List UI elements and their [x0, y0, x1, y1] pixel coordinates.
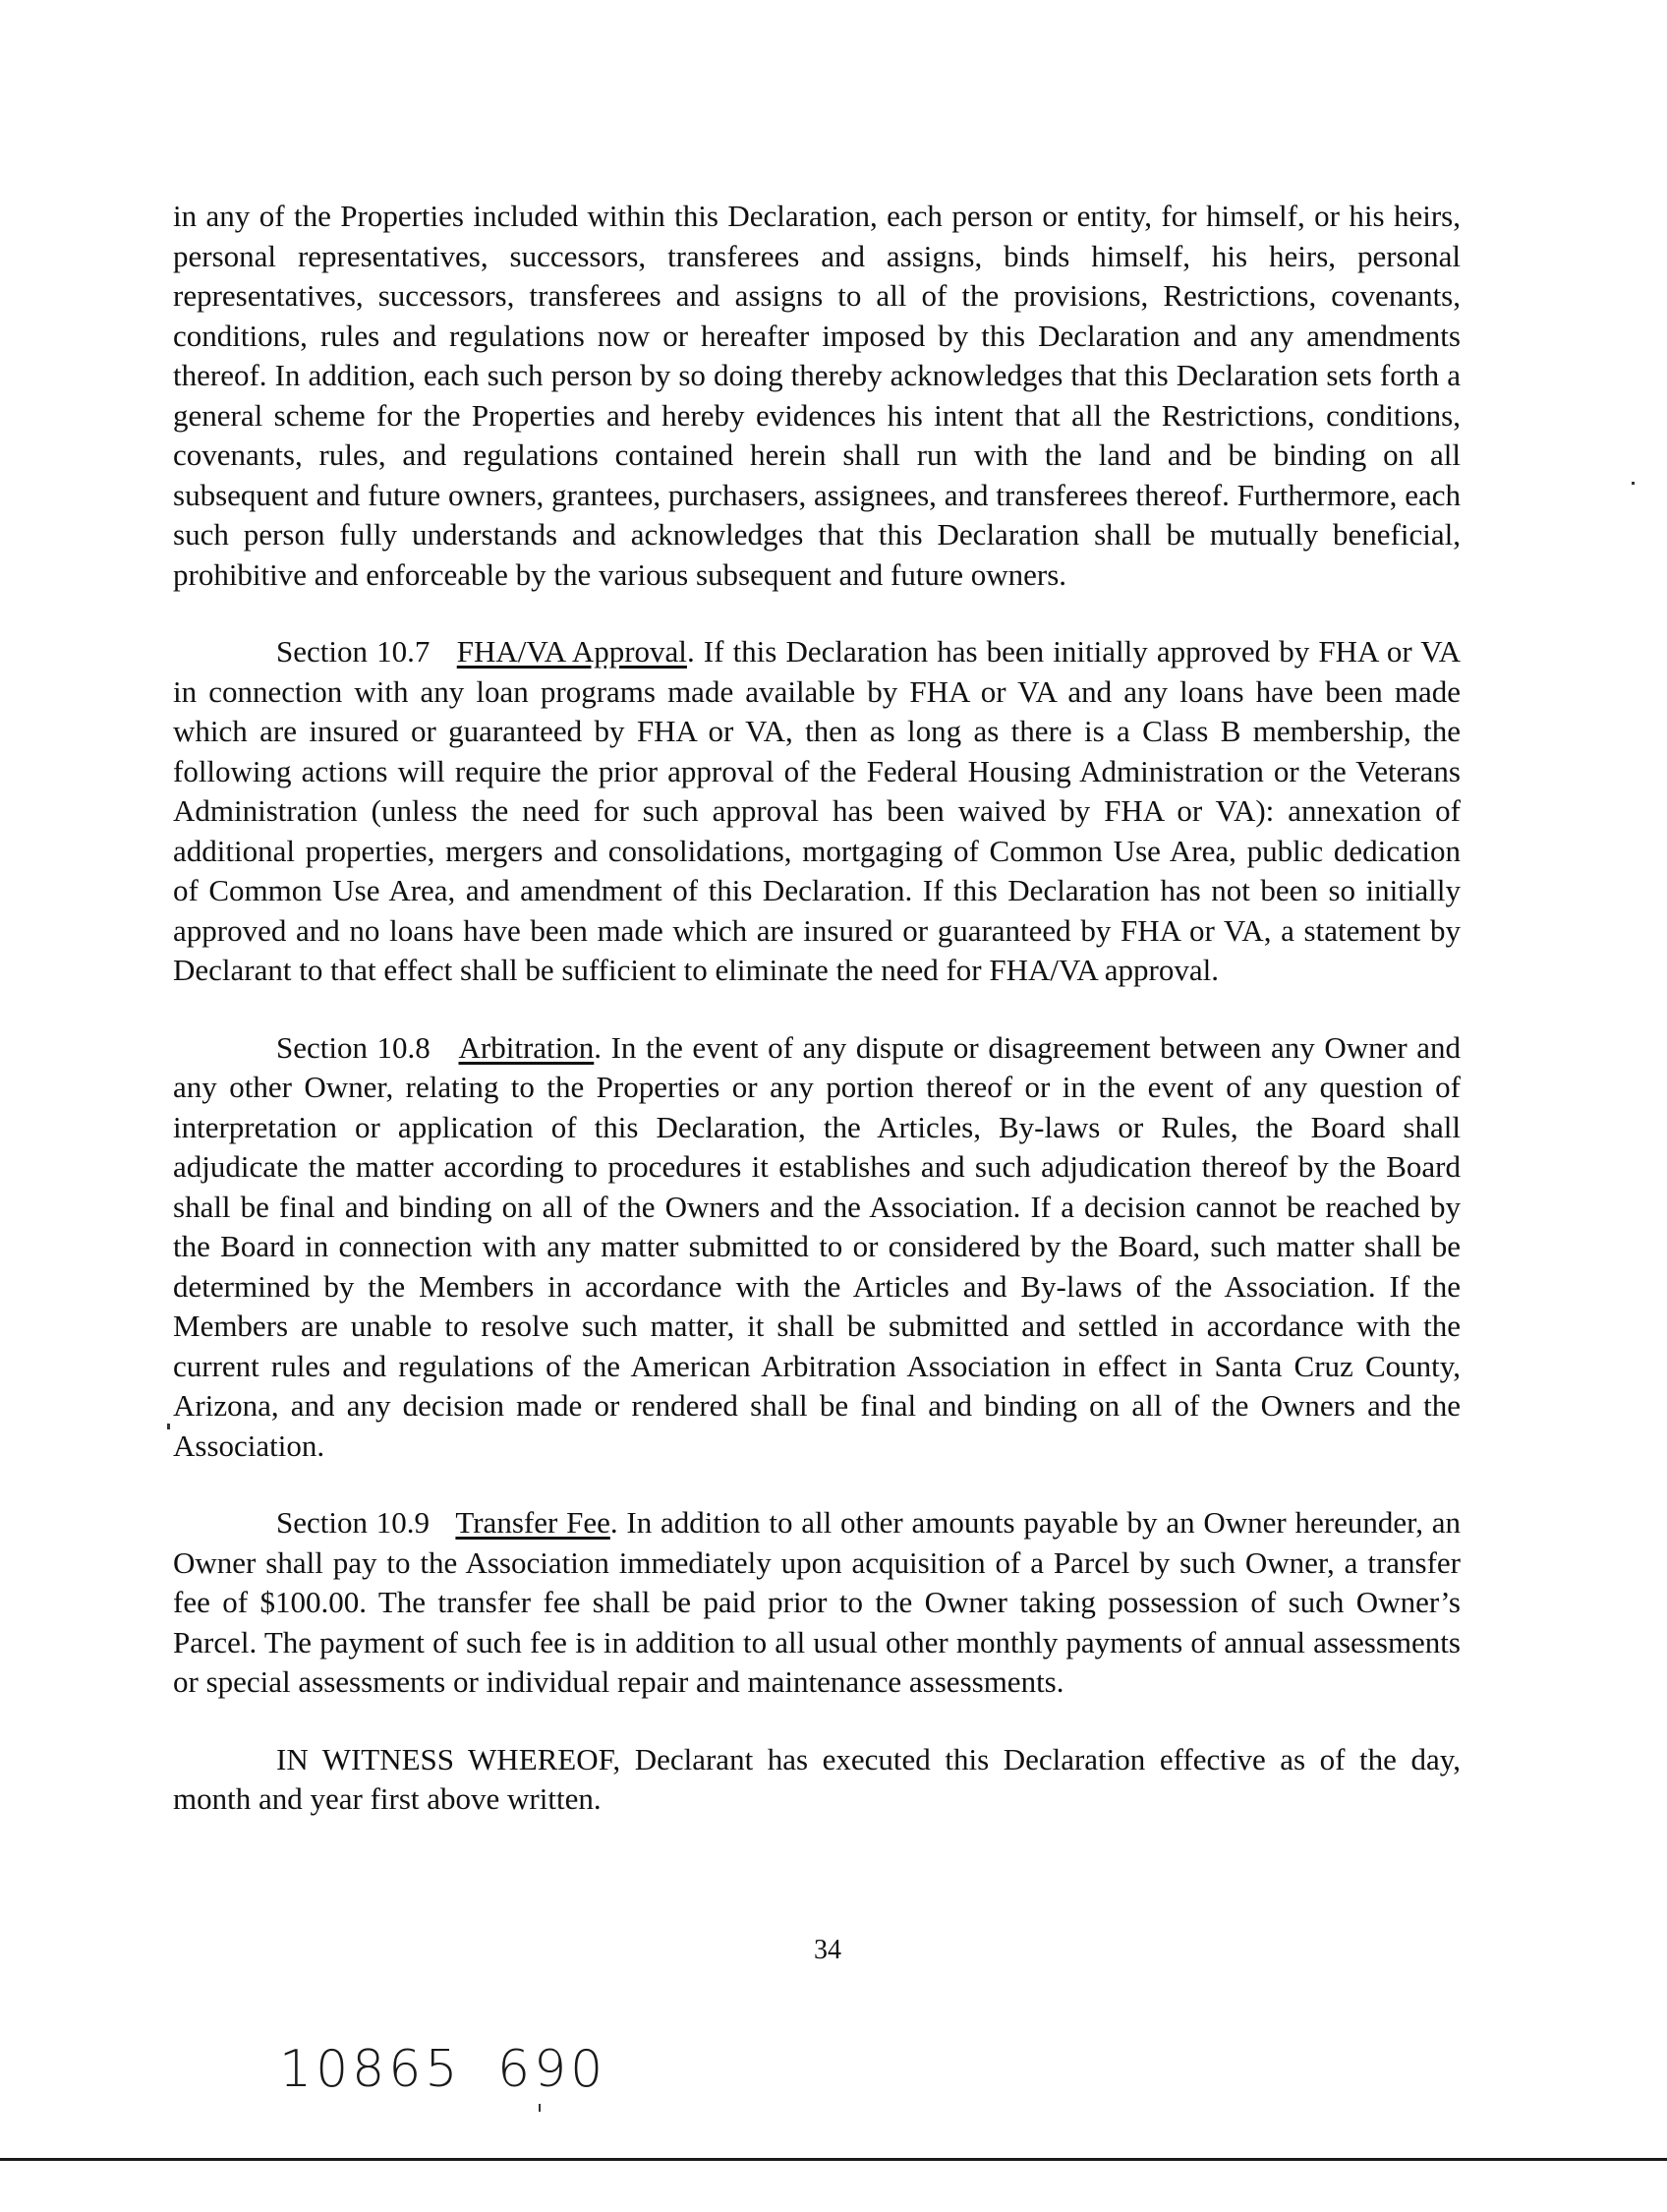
document-body — [173, 197, 1461, 1857]
section-10-8 — [173, 1028, 1461, 1467]
section-text: . In the event of any dispute or disagreement between any Owner and any other Owner, relating to the Properties or any portion thereof or in the event of any question of interpretation or application of this Declaration, the Articles, By-laws or Rules, the Board shall adjudicate the matter according to procedures it establishes and such adjudication thereof by the Board shall be final and binding on all of the Owners and the Association. If a decision cannot be reached by the Board in connection with any matter submitted to or considered by the Board, such matter shall be determined by the Members in accordance with the Articles and By-laws of the Association. If the Members are unable to resolve such matter, it shall be submitted and settled in accordance with the current rules and regulations of the American Arbitration Association in effect in Santa Cruz County, Arizona, and any decision made or rendered shall be final and binding on all of the Owners and the Association. — [173, 1029, 1461, 1463]
section-text: . If this Declaration has been initially approved by FHA or VA in connection with any loan programs made available by FHA or VA and any loans have been made which are insured or guaranteed by FHA or VA, then as long as there is a Class B membership, the following actions will require the prior approval of the Federal Housing Administration or the Veterans Administration (unless the need for such approval has been waived by FHA or VA): annexation of additional properties, mergers and consolidations, mortgaging of Common Use Area, public dedication of Common Use Area, and amendment of this Declaration. If this Declaration has not been so initially approved and no loans have been made which are insured or guaranteed by FHA or VA, a statement by Declarant to that effect shall be sufficient to eliminate the need for FHA/VA approval. — [173, 634, 1461, 987]
section-heading: FHA/VA Approval — [456, 634, 687, 669]
recording-book-number: 10865 — [279, 2040, 462, 2099]
witness-text: IN WITNESS WHEREOF, Declarant has executed this Declaration effective as of the day, month and year first above written. — [173, 1741, 1461, 1816]
section-number: Section 10.9 — [276, 1505, 431, 1540]
section-heading: Arbitration — [458, 1029, 595, 1065]
page-number: 34 — [814, 1935, 841, 1965]
recording-page-number: 690 — [497, 2040, 607, 2099]
bottom-border-line — [0, 2158, 1667, 2161]
section-heading: Transfer Fee — [455, 1505, 610, 1540]
scan-speck — [1632, 482, 1635, 485]
section-text: . In addition to all other amounts payable by an Owner hereunder, an Owner shall pay to the Association immediately upon acquisition of a Parcel by such Owner, a transfer fee of $100.00. The transfer fee shall be paid prior to the Owner taking possession of such Owner’s Parcel. The payment of such fee is in addition to all usual other monthly payments of annual assessments or special assessments or individual repair and maintenance assessments. — [173, 1505, 1461, 1699]
section-10-7 — [173, 632, 1461, 991]
paragraph-continuation — [173, 197, 1461, 595]
scan-speck — [539, 2104, 541, 2112]
section-10-9 — [173, 1503, 1461, 1703]
witness-clause — [173, 1740, 1461, 1820]
section-number: Section 10.8 — [276, 1029, 431, 1065]
section-number: Section 10.7 — [276, 634, 431, 669]
scan-speck — [167, 1424, 170, 1429]
paragraph-text: in any of the Properties included within this Declaration, each person or entity, for himself, or his heirs, personal representatives, successors, transferees and assigns, binds himself, his heirs, personal representatives, successors, transferees and assigns to all of the provisions, Restrictions, covenants, conditions, rules and regulations now or hereafter imposed by this Declaration and any amendments thereof. In addition, each such person by so doing thereby acknowledges that this Declaration sets forth a general scheme for the Properties and hereby evidences his intent that all the Restrictions, conditions, covenants, rules, and regulations contained herein shall run with the land and be binding on all subsequent and future owners, grantees, purchasers, assignees, and transferees thereof. Furthermore, each such person fully understands and acknowledges that this Declaration shall be mutually beneficial, prohibitive and enforceable by the various subsequent and future owners. — [173, 199, 1461, 592]
